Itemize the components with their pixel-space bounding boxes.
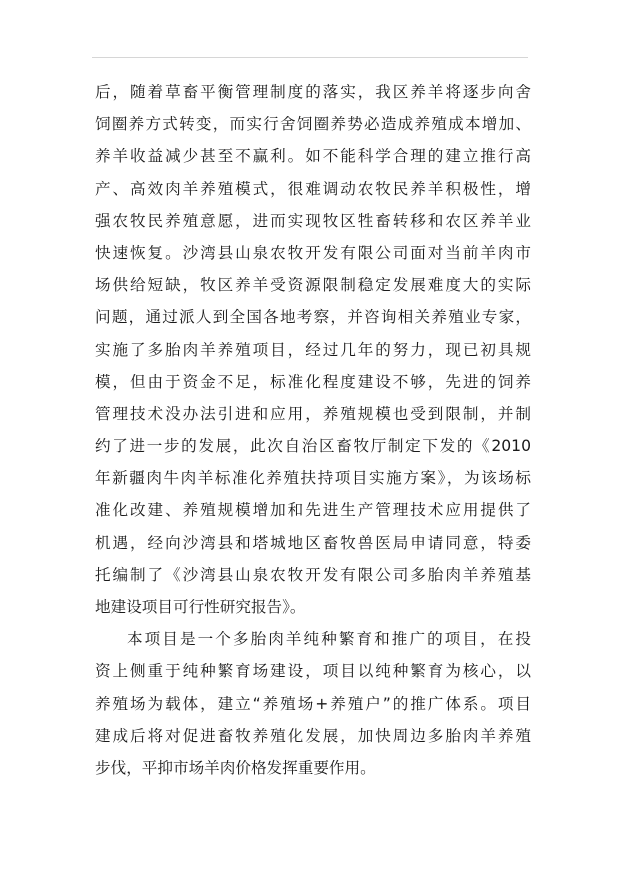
- paragraph-line: 实施了多胎肉羊养殖项目，经过几年的努力，现已初具规: [95, 340, 531, 359]
- paragraph-line: 饲圈养方式转变，而实行舍饲圈养势必造成养殖成本增加、: [95, 115, 531, 134]
- paragraph-line: 养殖场为载体，建立“养殖场+养殖户”的推广体系。项目: [95, 694, 531, 713]
- paragraph-line: 问题，通过派人到全国各地考察，并咨询相关养殖业专家，: [95, 308, 531, 327]
- paragraph-line: 地建设项目可行性研究报告》。: [95, 598, 306, 616]
- paragraph-line: 建成后将对促进畜牧养殖化发展，加快周边多胎肉羊养殖: [95, 726, 531, 745]
- paragraph-line: 产、高效肉羊养殖模式，很难调动农牧民养羊积极性，增: [95, 179, 531, 198]
- paragraph-line: 托编制了《沙湾县山泉农牧开发有限公司多胎肉羊养殖基: [95, 565, 531, 584]
- paragraph-line: 管理技术没办法引进和应用，养殖规模也受到限制，并制: [95, 404, 531, 423]
- paragraph-line: 养羊收益减少甚至不赢利。如不能科学合理的建立推行高: [95, 147, 531, 166]
- paragraph-line: 快速恢复。沙湾县山泉农牧开发有限公司面对当前羊肉市: [95, 243, 531, 262]
- paragraph-line: 模，但由于资金不足，标准化程度建设不够，先进的饲养: [95, 372, 531, 391]
- paragraph-line: 步伐，平抑市场羊肉价格发挥重要作用。: [95, 758, 376, 777]
- header-rule: [92, 57, 528, 58]
- paragraph-line: 场供给短缺，牧区养羊受资源限制稳定发展难度大的实际: [95, 276, 531, 295]
- paragraph-line: 机遇，经向沙湾县和塔城地区畜牧兽医局申请同意，特委: [95, 533, 531, 552]
- paragraph-line: 本项目是一个多胎肉羊纯种繁育和推广的项目，在投: [127, 630, 531, 649]
- body-text: [95, 76, 531, 784]
- paragraph-line: 年新疆肉牛肉羊标准化养殖扶持项目实施方案》，为该场标: [95, 469, 531, 488]
- paragraph-line: 准化改建、养殖规模增加和先进生产管理技术应用提供了: [95, 501, 531, 520]
- paragraph-line: 资上侧重于纯种繁育场建设，项目以纯种繁育为核心，以: [95, 662, 531, 681]
- paragraph-line: 后，随着草畜平衡管理制度的落实，我区养羊将逐步向舍: [95, 83, 531, 101]
- paragraph-line: 约了进一步的发展，此次自治区畜牧厅制定下发的《2010: [95, 437, 531, 456]
- paragraph-line: 强农牧民养殖意愿，进而实现牧区牲畜转移和农区养羊业: [95, 211, 531, 230]
